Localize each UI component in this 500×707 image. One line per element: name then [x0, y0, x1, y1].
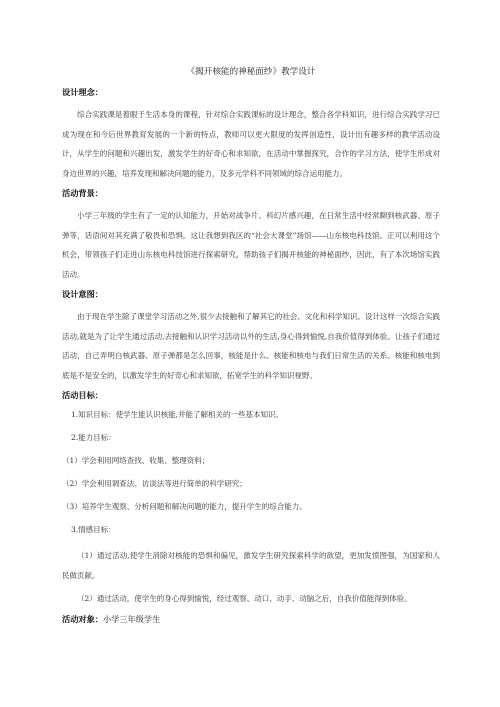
audience-value: 小学三年级学生 [102, 613, 161, 624]
ability-goal-item: （2）学会利用调查法、访谈法等进行简单的科学研究； [62, 479, 247, 488]
intention-heading: 设计意图： [62, 289, 103, 299]
concept-paragraph: 综合实践课是着眼于生活本身的课程，针对综合实践课标的设计理念，整合各学科知识，进行综合实践学习已成为现在和今后世界教育发展的一个新的特点，教师可以更大限度的发挥创造性，设计出有趣多样的教学活动设计，从学生的问题和兴趣出发，激发学生的好奇心和求知欲，在活动中掌握探究，合作的学习方法，使学生形成对身边世界的兴趣，培养发现和解决问题的能力，及多元学科不同领域的综合运用能力。 [62, 110, 440, 178]
audience-heading: 活动对象： [62, 613, 103, 624]
knowledge-goal: 1.知识目标：使学生能认识核能,并能了解相关的一些基本知识。 [71, 410, 284, 419]
background-heading: 活动背景： [62, 188, 103, 198]
concept-heading: 设计理念： [62, 87, 103, 97]
audience-row [62, 613, 440, 626]
document-page [62, 66, 440, 632]
ability-goal-heading: 2.能力目标： [71, 433, 116, 442]
emotion-goal-item: （1）通过活动,使学生消除对核能的恐惧和偏见，激发学生研究探索科学的欲望，更加发愤图强，为国家和人民做贡献。 [62, 551, 440, 580]
intention-paragraph: 由于现在学生除了课堂学习活动之外,很少去接触和了解其它的社会、文化和科学知识。设计这样一次综合实践活动,就是为了让学生通过活动,去接触和认识学习活动以外的生活,身心得到愉悦,自我价值得到体验。让孩子们通过活动，自己弄明白核武器、原子弹都是怎么回事，核能是什么、核能和核电与我们日常生活的关系、核能和核电到底是不是安全的，以激发学生的好奇心和求知欲，拓宽学生的科学知识视野。 [62, 312, 440, 380]
ability-goal-item: （3）培养学生观察、分析问题和解决问题的能力，提升学生的综合能力。 [62, 502, 307, 511]
background-paragraph: 小学三年级的学生有了一定的认知能力，开始对战争片、科幻片感兴趣，在日常生活中经常聊到核武器、原子弹等，话语间对其充满了敬畏和恐惧。这让我想到我区的“社会大课堂”场馆——山东核电科技馆。正可以利用这个机会，带领孩子们走进山东核电科技馆进行探索研究，帮助孩子们揭开核能的神秘面纱，因此，有了本次场馆实践活动。 [62, 211, 440, 279]
emotion-goal-item: （2）通过活动，使学生的身心得到愉悦，经过观察、动口、动手、动脑之后，自我价值能得到体验。 [77, 594, 412, 603]
document-title: 《揭开核能的神秘面纱》教学设计 [186, 67, 316, 77]
emotion-goal-heading: 3.情感目标： [71, 525, 116, 534]
ability-goal-item: （1）学会利用网络查找、收集、整理资料； [62, 456, 210, 465]
goals-heading: 活动目标： [62, 390, 103, 400]
